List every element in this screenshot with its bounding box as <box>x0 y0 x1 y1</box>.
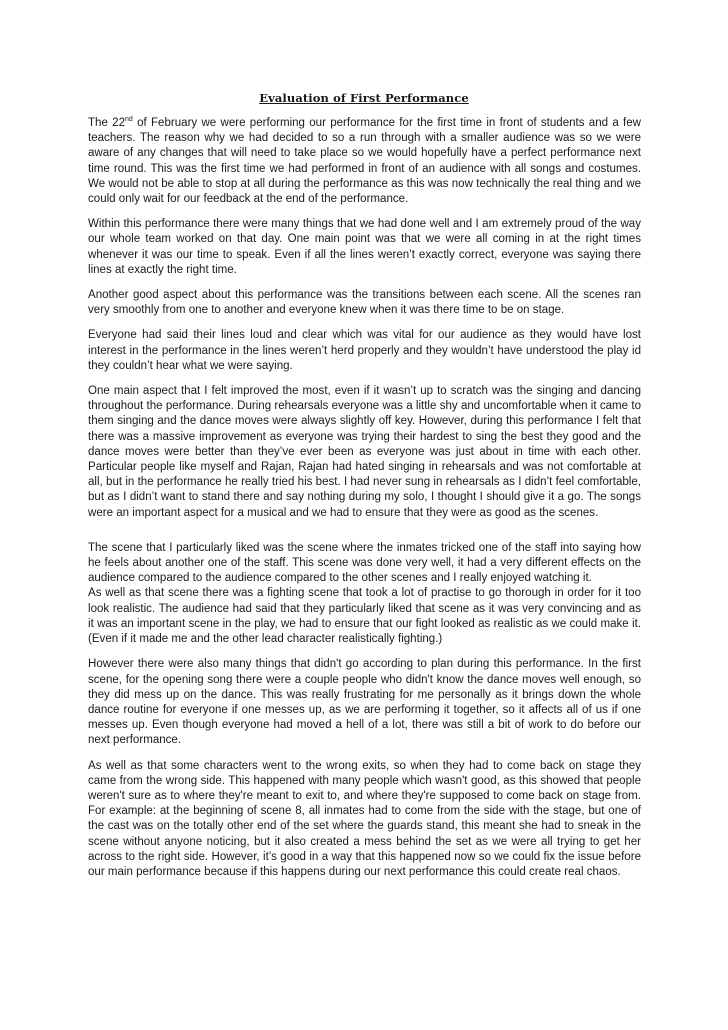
paragraph-problems: However there were also many things that didn't go according to plan during this performance. In the first scene, for the opening song there were a couple people who didn't know the dance moves well enough, so they did mess up on the dance. This was really frustrating for me personally as it brings down the whole dance routine for everyone if one messes up, as we are performing it together, so it affects all of us if one messes up. Even though everyone had moved a hell of a lot, there was still a bit of work to do before our next performance. <box>88 658 641 747</box>
intro-superscript: nd <box>125 116 133 124</box>
paragraph-strengths: Within this performance there were many things that we had done well and I am extremely proud of the way our whole team worked on that day. One main point was that we were all coming in at the right times whenever it was our time to speak. Even if all the lines weren’t exactly correct, everyone was saying there lines at exactly the right time. <box>88 218 641 276</box>
paragraph-lines: Everyone had said their lines loud and clear which was vital for our audience as they would have lost interest in the performance in the lines weren’t herd properly and they wouldn’t have understood the play id they couldn’t hear what we were saying. <box>88 329 641 372</box>
document-body <box>88 116 641 890</box>
paragraph-favourite-scene: The scene that I particularly liked was the scene where the inmates tricked one of the staff into saying how he feels about another one of the staff. This scene was done very well, it had a very different effects on the audience compared to the audience compared to the other scenes and I really enjoyed watching it. <box>88 541 641 585</box>
paragraph-intro <box>88 116 641 207</box>
paragraph-singing-dancing: One main aspect that I felt improved the most, even if it wasn’t up to scratch was the singing and dancing throughout the performance. During rehearsals everyone was a little shy and uncomfortable when it came to them singing and the dance moves were always slightly off key. However, during this performance I felt that there was a massive improvement as everyone was trying their hardest to sing the best they good and the dance moves were better than they’ve ever been as everyone was just about in time with each other. Particular people like myself and Rajan, Rajan had hated singing in rehearsals and was not comfortable at all, but in the performance he really tried his best. I had never sung in rehearsals as I didn’t feel comfortable, but as I didn’t want to stand there and say nothing during my solo, I thought I should give it a go. The songs were an important aspect for a musical and we had to ensure that they were as good as the scenes. <box>88 385 641 519</box>
paragraph-fight-scene: As well as that scene there was a fighting scene that took a lot of practise to go thorough in order for it too look realistic. The audience had said that they particularly liked that scene as it was very convincing and as it was an important scene in the play, we had to ensure that our fight looked as realistic as we could make it. (Even if it made me and the other lead character realistically fighting.) <box>88 587 641 646</box>
intro-prefix: The 22 <box>88 117 126 129</box>
paragraph-transitions: Another good aspect about this performance was the transitions between each scene. All the scenes ran very smoothly from one to another and everyone knew when it was there time to be on stage. <box>88 289 641 317</box>
document-title: Evaluation of First Performance <box>259 91 469 105</box>
intro-rest: of February we were performing our performance for the first time in front of students and a few teachers. The reason why we had decided to so a run through with a smaller audience was so we were aware of any changes that will need to take place so we would hopefully have a perfect performance next time round. This was the first time we had performed in front of an audience with all songs and costumes. We would not be able to stop at all during the performance as this was now technically the real thing and we could only wait for our feedback at the end of the performance. <box>88 117 641 206</box>
paragraph-exits: As well as that some characters went to the wrong exits, so when they had to come back on stage they came from the wrong side. This happened with many people which wasn't good, as this showed that people weren't sure as to where they're meant to exit to, and where they're supposed to come back on stage from. For example: at the beginning of scene 8, all inmates had to come from the side with the stage, but one of the cast was on the totally other end of the set where the guards stand, this meant she had to sneak in the scene without anyone noticing, but it also created a mess behind the set as we were all trying to get her across to the right side. However, it’s good in a way that this happened now so we could fix the issue before our main performance because if this happens during our next performance this could create real chaos. <box>88 759 641 878</box>
